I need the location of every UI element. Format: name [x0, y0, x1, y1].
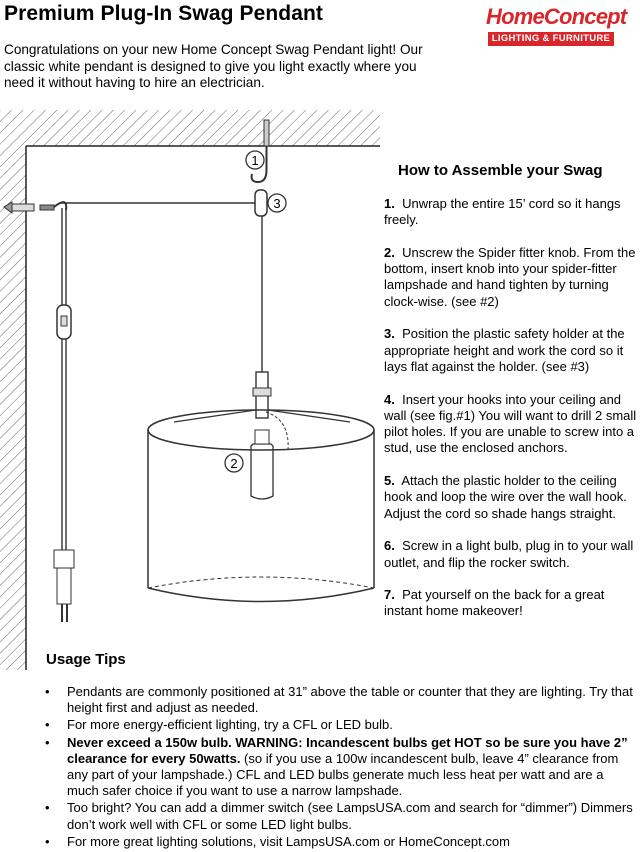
tip-item — [42, 800, 638, 832]
tip-text: For more energy-efficient lighting, try a CFL or LED bulb. — [67, 717, 393, 733]
tip-item — [42, 834, 638, 850]
step-2 — [384, 245, 638, 310]
plug-icon — [54, 550, 74, 622]
wall-hook-icon — [4, 202, 66, 213]
power-cord — [60, 203, 262, 570]
step-5-text: Attach the plastic holder to the ceiling hook and loop the wire over the wall hook. Adjust the cord so shade hangs straight. — [384, 473, 627, 521]
page-title: Premium Plug-In Swag Pendant — [4, 2, 324, 25]
tip-item — [42, 684, 638, 716]
callout-3 — [268, 194, 286, 212]
socket-icon — [251, 372, 273, 499]
callout-1-label: 1 — [251, 153, 259, 168]
step-2-text: Unscrew the Spider fitter knob. From the bottom, insert knob into your spider-fitter lampshade and hand tighten by turning clock-wise. (see #2) — [384, 244, 636, 309]
step-1-number: 1. — [384, 196, 395, 211]
wall — [0, 110, 26, 670]
swag-pendant-diagram — [0, 110, 380, 670]
bullet-icon: • — [45, 833, 50, 849]
callout-2-label: 2 — [230, 456, 238, 471]
step-3-text: Position the plastic safety holder at the appropriate height and work the cord so it lays flat against the holder. (see #3) — [384, 326, 625, 374]
step-3 — [384, 326, 638, 375]
usage-tips-list — [42, 684, 638, 851]
tip-text: (so if you use a 100w incandescent bulb, leave 4” clearance from any part of your lampshade.) CFL and LED bulbs generate much less heat per watt and are a much safer choice if you want to use a narrow lampshade. — [67, 750, 619, 799]
step-7-text: Pat yourself on the back for a great instant home makeover! — [384, 587, 605, 619]
step-7 — [384, 587, 638, 620]
tip-item — [42, 735, 638, 800]
callout-2 — [225, 454, 243, 472]
callout-3-label: 3 — [273, 196, 281, 211]
rocker-switch-icon — [57, 305, 71, 339]
bullet-icon: • — [45, 717, 50, 733]
tip-text: Too bright? You can add a dimmer switch (see LampsUSA.com and search for “dimmer”) Dimmers don’t work well with CFL or some LED light bulbs. — [67, 800, 633, 832]
step-6 — [384, 538, 638, 571]
step-4-text: Insert your hooks into your ceiling and wall (see fig.#1) You will want to drill 2 small pilot holes. If you are unable to screw into a stud, use the enclosed anchors. — [384, 391, 637, 456]
bullet-icon: • — [45, 734, 50, 750]
home-concept-logo — [482, 4, 627, 56]
step-5-number: 5. — [384, 473, 395, 489]
logo-wordmark: HomeConcept — [486, 4, 627, 29]
assembly-steps — [384, 196, 638, 636]
tip-text: For more great lighting solutions, visit LampsUSA.com or HomeConcept.com — [67, 833, 510, 849]
step-4-number: 4. — [384, 391, 395, 407]
tip-item — [42, 717, 638, 733]
callout-1 — [246, 151, 264, 169]
step-6-number: 6. — [384, 538, 395, 554]
bullet-icon: • — [45, 684, 50, 699]
step-4 — [384, 392, 638, 457]
step-2-number: 2. — [384, 244, 395, 260]
step-1 — [384, 196, 638, 229]
logo-banner — [488, 32, 614, 46]
tip-text: Pendants are commonly positioned at 31” above the table or counter that they are lighting. Try that height first and adjust as needed. — [67, 684, 633, 716]
step-6-text: Screw in a light bulb, plug in to your wall outlet, and flip the rocker switch. — [384, 538, 634, 570]
usage-tips-title: Usage Tips — [46, 651, 126, 668]
bullet-icon: • — [45, 800, 50, 816]
intro-paragraph: Congratulations on your new Home Concept Swag Pendant light! Our classic white pendant is designed to give you light exactly where you need it without having to hire an electrician. — [4, 42, 423, 90]
tip-bold-text: Never exceed a 150w bulb. WARNING: Incandescent bulbs get HOT so be sure you have 2” clearance for every 50watts. — [67, 734, 628, 766]
ceiling — [26, 110, 380, 146]
logo-tagline: LIGHTING & FURNITURE — [491, 33, 611, 44]
step-7-number: 7. — [384, 587, 395, 603]
step-1-text: Unwrap the entire 15’ cord so it hangs freely. — [384, 196, 621, 228]
step-3-number: 3. — [384, 326, 395, 342]
how-to-title: How to Assemble your Swag — [398, 162, 603, 179]
step-5 — [384, 473, 638, 522]
